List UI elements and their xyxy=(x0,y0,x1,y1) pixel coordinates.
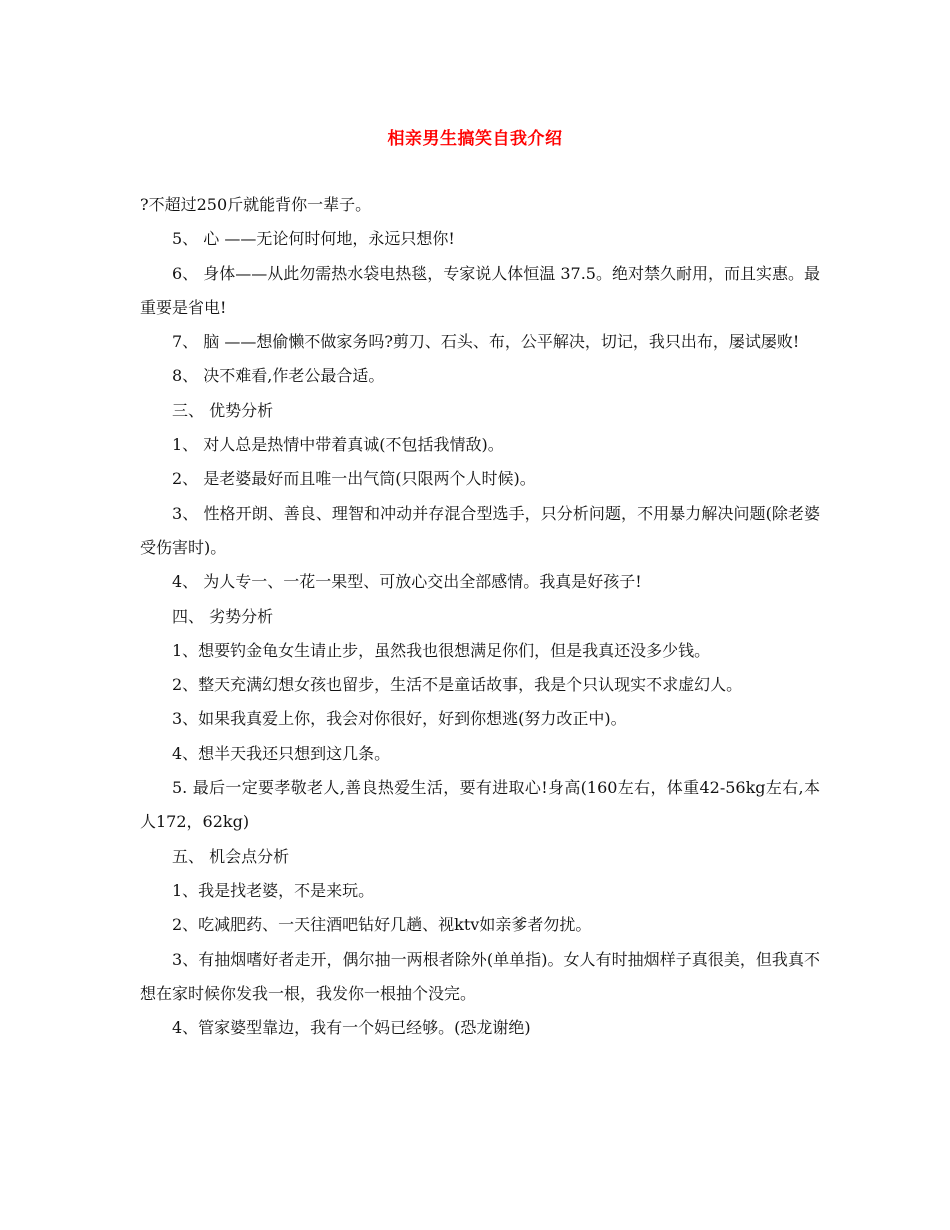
paragraph: 6、 身体——从此勿需热水袋电热毯，专家说人体恒温 37.5。绝对禁久耐用，而且实惠。最重要是省电! xyxy=(140,263,820,317)
section-heading: 四、 劣势分析 xyxy=(172,606,274,626)
paragraph: 2、整天充满幻想女孩也留步，生活不是童话故事，我是个只认现实不求虚幻人。 xyxy=(172,675,743,695)
paragraph: 2、吃减肥药、一天往酒吧钻好几趟、视ktv如亲爹者勿扰。 xyxy=(172,915,592,935)
paragraph: 7、 脑 ——想偷懒不做家务吗?剪刀、石头、布，公平解决，切记，我只出布，屡试屡败! xyxy=(172,332,800,352)
paragraph: 5、 心 ——无论何时何地，永远只想你! xyxy=(172,229,455,249)
paragraph: 3、有抽烟嗜好者走开，偶尔抽一两根者除外(单单指)。女人有时抽烟样子真很美，但我真不想在家时候你发我一根，我发你一根抽个没完。 xyxy=(140,949,820,1003)
paragraph: 5. 最后一定要孝敬老人,善良热爱生活，要有进取心!身高(160左右，体重42-56kg左右,本人172，62kg) xyxy=(140,778,820,832)
paragraph: 4、想半天我还只想到这几条。 xyxy=(172,743,391,763)
paragraph: 3、如果我真爱上你，我会对你很好，好到你想逃(努力改正中)。 xyxy=(172,709,627,729)
paragraph: 4、 为人专一、一花一果型、可放心交出全部感情。我真是好孩子! xyxy=(172,572,642,592)
paragraph: 8、 决不难看,作老公最合适。 xyxy=(172,366,385,386)
paragraph: 1、我是找老婆，不是来玩。 xyxy=(172,880,375,900)
paragraph: 1、 对人总是热情中带着真诚(不包括我情敌)。 xyxy=(172,435,504,455)
section-heading: 三、 优势分析 xyxy=(172,400,274,420)
paragraph: 4、管家婆型靠边，我有一个妈已经够。(恐龙谢绝) xyxy=(172,1018,531,1038)
paragraph: 2、 是老婆最好而且唯一出气筒(只限两个人时候)。 xyxy=(172,469,536,489)
section-heading: 五、 机会点分析 xyxy=(172,846,290,866)
document-title: 相亲男生搞笑自我介绍 xyxy=(387,129,563,149)
paragraph: 3、 性格开朗、善良、理智和冲动并存混合型选手，只分析问题，不用暴力解决问题(除老婆受伤害时)。 xyxy=(140,503,820,557)
paragraph: 1、想要钓金龟女生请止步，虽然我也很想满足你们，但是我真还没多少钱。 xyxy=(172,640,711,660)
paragraph: ?不超过250斤就能背你一辈子。 xyxy=(140,195,372,214)
document-body xyxy=(140,188,820,1045)
